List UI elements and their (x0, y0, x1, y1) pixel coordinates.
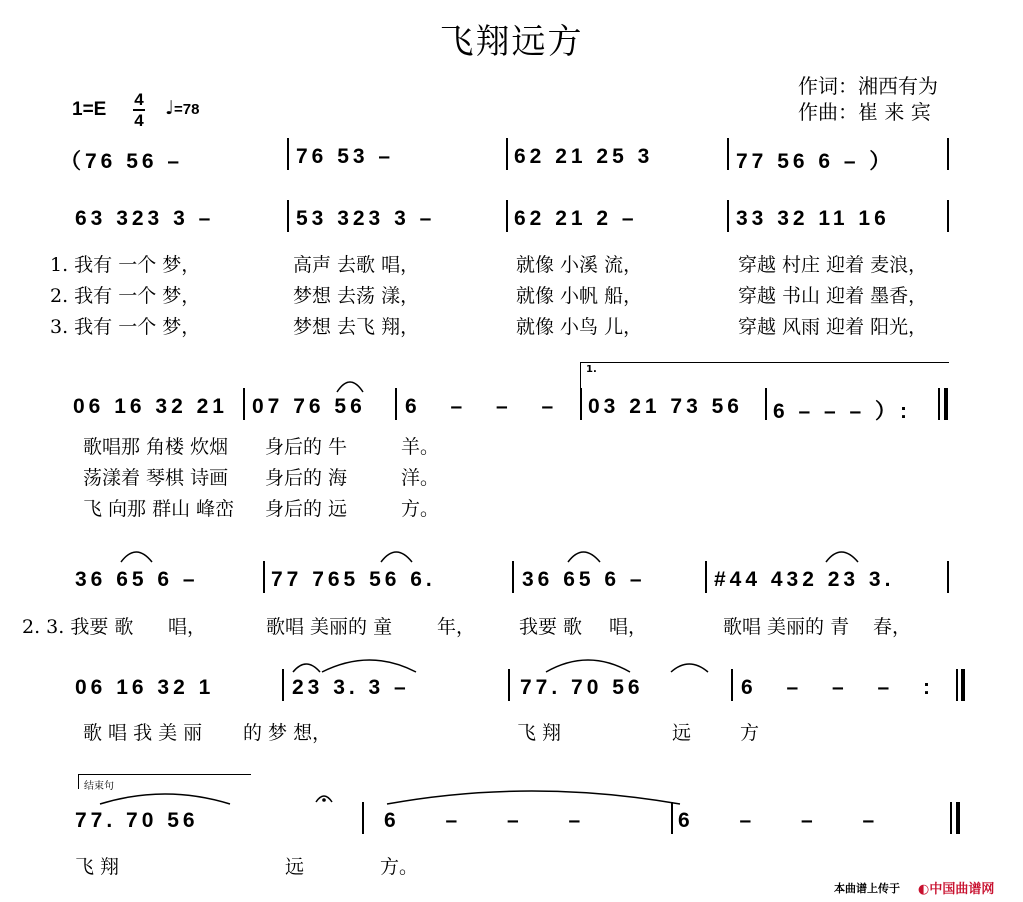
verse-2-lyric: 梦想 去荡 漾， (293, 285, 420, 307)
lyric: 方。 (380, 856, 419, 878)
lyric: 的 梦 想， (243, 722, 332, 744)
measure: 6 – – – : (741, 676, 945, 699)
measure: #44 432 23 3. (714, 568, 895, 591)
slur (100, 794, 230, 804)
lyric: 身后的 海 (265, 467, 348, 489)
verse-3-lyric: 梦想 去飞 翔， (293, 316, 420, 338)
verse-2-lyric: 2. 我有 一个 梦， (50, 285, 201, 307)
lyric: 2. 3. 我要 歌 (22, 616, 134, 638)
measure: 06 16 32 21 (73, 395, 228, 418)
slur (568, 552, 600, 562)
measure: （76 56 – (60, 150, 184, 173)
lyric: 远 (672, 722, 692, 744)
measure: 53 323 3 – (296, 207, 436, 230)
quarter-note-icon: ♩ (165, 97, 174, 119)
time-signature-bottom: 4 (134, 111, 144, 130)
slur (337, 382, 363, 392)
measure: 6 – – – (384, 809, 603, 832)
measure: 6 – – – ）: (773, 400, 912, 423)
fermata-dot (322, 798, 326, 802)
lyric: 年， (437, 616, 476, 638)
lyric: 远 (285, 856, 305, 878)
verse-1-lyric: 就像 小溪 流， (516, 254, 643, 276)
lyric: 飞 翔 (75, 856, 120, 878)
slur (381, 552, 412, 562)
lyric: 方。 (401, 498, 440, 520)
ending-label: 结束句 (84, 781, 114, 792)
measure: 63 323 3 – (75, 207, 215, 230)
verse-3-lyric: 3. 我有 一个 梦， (50, 316, 201, 338)
tempo-value: =78 (173, 101, 200, 118)
verse-3-lyric: 穿越 风雨 迎着 阳光， (738, 316, 928, 338)
verse-3-lyric: 就像 小鸟 儿， (516, 316, 643, 338)
slur (322, 660, 416, 672)
slur (826, 552, 858, 562)
lyricist-credit: 作词：湘西有为 (798, 74, 938, 98)
time-signature-top: 4 (134, 90, 144, 109)
page-title: 飞翔远方 (439, 22, 584, 62)
tie (387, 791, 680, 804)
measure: 6 – – – (405, 395, 568, 418)
lyric: 歌唱 美丽的 童 (266, 616, 393, 638)
slur (546, 660, 630, 672)
verse-2-lyric: 就像 小帆 船， (516, 285, 643, 307)
site-logo (918, 878, 994, 897)
site-logo-icon: ◐ (918, 882, 930, 897)
site-name: 中国曲谱网 (929, 882, 995, 897)
lyric: 歌 唱 我 美 丽 (83, 722, 203, 744)
lyric: 身后的 远 (265, 498, 348, 520)
key-signature: 1=E (72, 99, 107, 120)
lyric: 我要 歌 (519, 616, 583, 638)
measure: 77. 70 56 (75, 809, 199, 832)
lyric: 歌唱那 角楼 炊烟 (83, 436, 229, 458)
measure: 62 21 25 3 (514, 145, 654, 168)
measure: 62 21 2 – (514, 207, 638, 230)
lyric: 羊。 (401, 436, 440, 458)
measure: 03 21 73 56 (588, 395, 743, 418)
lyric: 唱， (168, 616, 207, 638)
slur (293, 664, 320, 672)
measure: 77 56 6 – ） (736, 150, 895, 173)
measure: 77. 70 56 (520, 676, 644, 699)
footer-text: 本曲谱上传于 (834, 882, 900, 895)
verse-2-lyric: 穿越 书山 迎着 墨香， (738, 285, 928, 307)
measure: 77 765 56 6. (271, 568, 436, 591)
lyric: 飞 向那 群山 峰峦 (83, 498, 235, 520)
measure: 6 – – – (678, 809, 897, 832)
measure: 06 16 32 1 (75, 676, 215, 699)
measure: 33 32 11 16 (736, 207, 890, 230)
lyric: 春， (873, 616, 912, 638)
measure: 07 76 56 (252, 395, 366, 418)
slur (121, 552, 152, 562)
verse-1-lyric: 1. 我有 一个 梦， (50, 254, 201, 276)
slur (671, 664, 708, 672)
lyric: 荡漾着 琴棋 诗画 (83, 467, 229, 489)
measure: 23 3. 3 – (292, 676, 410, 699)
first-ending-label: 1. (586, 364, 597, 375)
measure: 76 53 – (296, 145, 395, 168)
verse-1-lyric: 高声 去歌 唱， (293, 254, 420, 276)
lyric: 唱， (609, 616, 648, 638)
verse-1-lyric: 穿越 村庄 迎着 麦浪， (738, 254, 928, 276)
lyric: 身后的 牛 (265, 436, 348, 458)
composer-credit: 作曲：崔 来 宾 (798, 100, 931, 124)
lyric: 洋。 (401, 467, 440, 489)
lyric: 飞 翔 (517, 722, 562, 744)
measure: 36 65 6 – (522, 568, 646, 591)
lyric: 方 (740, 722, 760, 744)
measure: 36 65 6 – (75, 568, 199, 591)
lyric: 歌唱 美丽的 青 (723, 616, 850, 638)
